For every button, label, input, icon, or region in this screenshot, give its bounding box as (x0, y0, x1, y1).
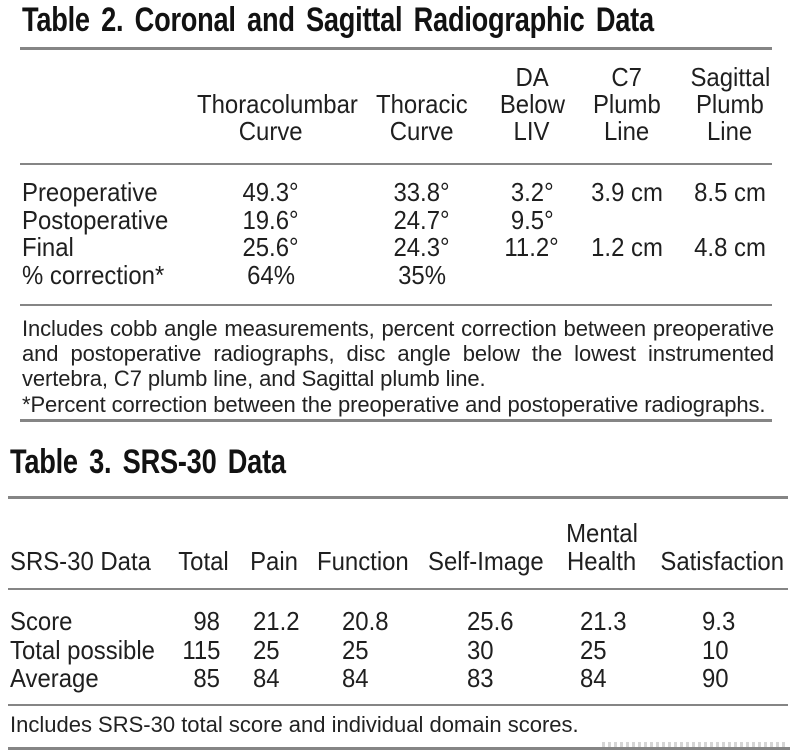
table3-column-header-function (312, 547, 414, 575)
cell-da-below-liv (492, 262, 572, 290)
footnote-line: vertebra, C7 plumb line, and Sagittal plumb line. (22, 366, 486, 392)
cell-thoracolumbar: 25.6° (242, 232, 300, 262)
footnote-asterisk-line: *Percent correction between the preoperative and postoperative radiographs. (22, 391, 766, 417)
cell-mental-health: 21.3 (580, 606, 627, 636)
cell-da-below-liv: 11.2° (504, 232, 560, 262)
table2-top-rule (20, 47, 772, 50)
table2-bottom-rule (20, 419, 772, 422)
header-line: Thoracolumbar (196, 89, 358, 119)
cell-self-image: 83 (467, 663, 494, 693)
cell-sagittal-plumb: 8.5 cm (694, 177, 766, 207)
header-line: Line (604, 116, 650, 146)
header-line: Curve (239, 116, 303, 146)
table2-column-header-da-below-liv (492, 64, 572, 145)
cell-thoracic: 35% (398, 259, 446, 290)
table3-title (10, 445, 355, 479)
row-label: % correction* (22, 259, 165, 290)
row-label: Preoperative (22, 177, 158, 207)
table3-column-header-satisfaction (646, 547, 798, 575)
cell-c7-plumb (572, 207, 682, 235)
cell-thoracolumbar: 49.3° (242, 177, 300, 207)
footnote-line: Includes cobb angle measurements, percent correction between preoperative (22, 316, 774, 341)
table2-column-header-c7-plumb-line (572, 64, 682, 145)
cell-total: 85 (193, 663, 220, 693)
cell-satisfaction: 90 (702, 663, 729, 693)
cell-satisfaction: 10 (702, 634, 729, 665)
table2-column-header-thoracolumbar-curve (190, 89, 358, 146)
table3-top-rule (8, 496, 788, 499)
cell-total: 115 (181, 634, 220, 665)
row-label: Postoperative (22, 204, 169, 235)
table3-title-text: Table 3. SRS-30 Data (10, 443, 286, 481)
table2-title (22, 3, 800, 37)
row-label: Score (10, 606, 73, 636)
table2-footnote-rule (20, 304, 772, 306)
table3-footnote-rule (8, 704, 788, 706)
header-line: Pain (250, 546, 298, 576)
table3-header-row (10, 519, 798, 575)
cell-self-image: 25.6 (467, 606, 514, 636)
cell-thoracolumbar: 19.6° (242, 204, 300, 235)
table3-column-header-total (170, 547, 236, 575)
cell-total: 98 (193, 606, 220, 636)
header-line: Function (317, 546, 409, 576)
cell-thoracolumbar: 64% (247, 259, 295, 290)
cell-pain: 84 (253, 663, 280, 693)
table2-header-rule (20, 163, 772, 165)
header-line: Satisfaction (660, 546, 784, 576)
table2-column-header-thoracic-curve (352, 91, 492, 145)
header-line: Total (177, 546, 229, 576)
cell-thoracic: 24.7° (393, 204, 451, 235)
header-line: Thoracic (376, 89, 468, 119)
cell-c7-plumb (572, 262, 682, 290)
row-label: Final (22, 232, 74, 262)
row-label: Average (10, 663, 99, 693)
header-line: Plumb (696, 89, 764, 119)
cell-sagittal-plumb (682, 207, 778, 235)
cell-thoracic: 24.3° (393, 232, 451, 262)
page-bottom-rule (8, 747, 790, 750)
table3-column-header-pain (236, 547, 312, 575)
cell-mental-health: 84 (580, 663, 607, 693)
table3-body (10, 607, 798, 693)
cell-sagittal-plumb: 4.8 cm (694, 232, 766, 262)
cell-satisfaction: 9.3 (702, 606, 736, 636)
header-line: Sagittal (690, 62, 770, 92)
header-line: Mental (566, 518, 638, 548)
table2-footnote (22, 316, 774, 417)
cell-thoracic: 33.8° (393, 177, 451, 207)
table2-header-row (22, 64, 778, 145)
cell-sagittal-plumb (682, 262, 778, 290)
header-line: DA (515, 62, 549, 92)
cell-function: 25 (342, 634, 369, 665)
header-line: Below (499, 89, 565, 119)
cell-pain: 21.2 (253, 606, 300, 636)
table3-column-header-self-image (414, 547, 558, 575)
header-line: Line (707, 116, 753, 146)
table2-body (22, 179, 778, 289)
header-line: Self-Image (428, 546, 544, 576)
table3-column-header-mental-health (558, 519, 646, 575)
cell-function: 84 (342, 663, 369, 693)
cell-c7-plumb: 3.9 cm (591, 177, 663, 207)
table2-title-text: Table 2. Coronal and Sagittal Radiographic Data (22, 1, 654, 39)
table2-column-header-sagittal-plumb-line (682, 64, 778, 145)
cell-c7-plumb: 1.2 cm (591, 232, 663, 262)
table3-footnote: Includes SRS-30 total score and individual domain scores. (10, 712, 579, 737)
header-line: LIV (514, 116, 550, 146)
cell-self-image: 30 (467, 634, 494, 665)
header-line: C7 (611, 62, 643, 92)
cell-da-below-liv: 3.2° (510, 177, 554, 207)
row-label: Total possible (10, 634, 155, 665)
table3-header-rule (8, 588, 788, 590)
header-line: Plumb (593, 89, 661, 119)
header-line: SRS-30 Data (10, 546, 151, 576)
header-line: Curve (390, 116, 454, 146)
cell-mental-health: 25 (580, 634, 607, 665)
footnote-line: and postoperative radiographs, disc angle below the lowest instrumented (22, 341, 774, 367)
table3-column-header-srs30-data (10, 547, 170, 575)
cell-da-below-liv: 9.5° (510, 204, 554, 235)
cell-pain: 25 (253, 634, 280, 665)
cell-function: 20.8 (342, 606, 389, 636)
header-line: Health (567, 546, 637, 576)
